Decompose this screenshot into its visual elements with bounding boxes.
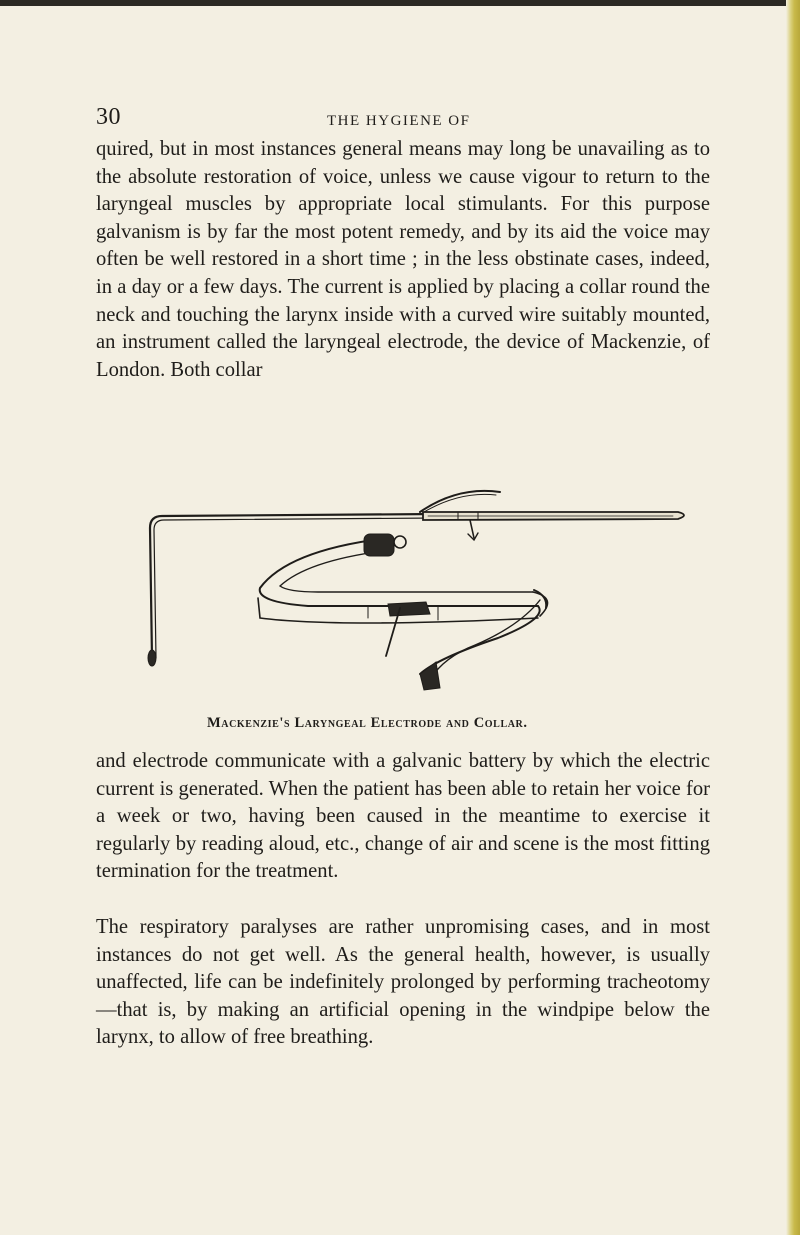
page-number: 30 [96,104,121,130]
figure-caption: Mackenzie's Laryngeal Electrode and Collar. [207,715,528,731]
collar-buckle [364,534,394,556]
running-head: THE HYGIENE OF [327,113,471,129]
page-edge [786,0,800,1235]
electrode-wire [150,514,438,658]
paragraph-1: quired, but in most instances general means may long be unavailing as to the absolute restoration of voice, unless we cause vigour to return to the laryngeal muscles by appropriate local stimulants. For this purpose galvanism is by far the most potent remedy, and by its aid the voice may often be well restored in a short time ; in the less obstinate cases, indeed, in a day or a few days. The current is applied by placing a collar round the neck and touching the larynx inside with a curved wire suitably mounted, an instrument called the laryngeal electrode, the device of Mackenzie, of London. Both collar [96,138,710,381]
electrode-collar-illustration [138,478,698,693]
top-border-rule [0,0,786,6]
paragraph-2: and electrode communicate with a galvanic battery by which the electric current is generated. When the patient has been able to retain her voice for a week or two, having been caused in the meantime to exercise it regularly by reading aloud, etc., change of air and scene is the most fitting termination for the treatment. [96,750,710,883]
paragraph-3: The respiratory paralyses are rather unpromising cases, and in most instances do not get well. As the general health, however, is usually unaffected, life can be indefinitely prolonged by performing tracheotomy—that is, by making an artificial opening in the windpipe below the larynx, to allow of free breathing. [96,916,710,1049]
